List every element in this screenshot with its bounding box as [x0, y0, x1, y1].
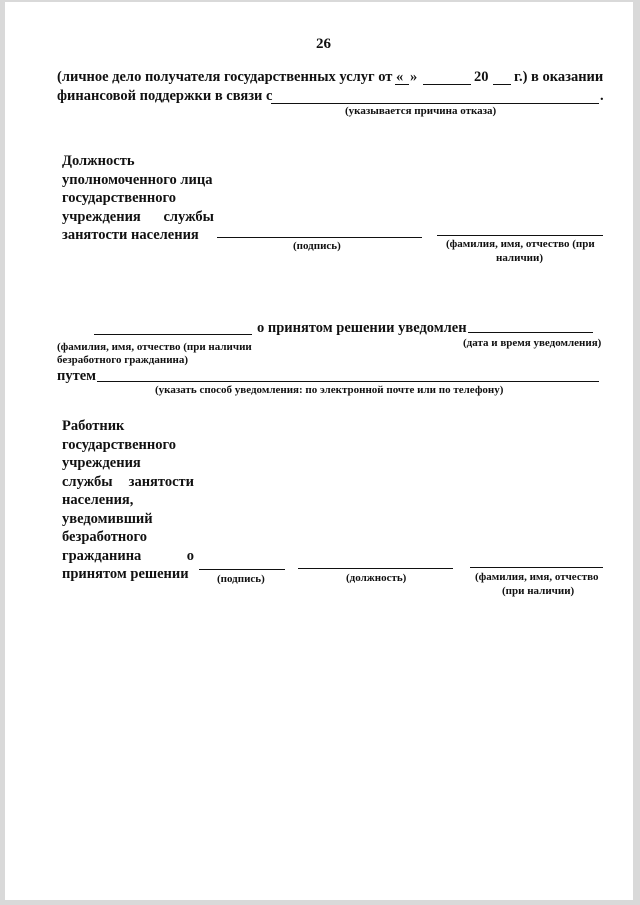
- notified-fio-caption-2: безработного гражданина): [57, 354, 189, 366]
- worker-line-8: [62, 547, 194, 566]
- day-blank: [395, 84, 409, 85]
- notified-fio-blank: [94, 334, 252, 335]
- official-line-5: занятости населения: [62, 227, 199, 243]
- worker-line-8-right: о: [186, 547, 194, 564]
- worker-line-9: принятом решении: [62, 566, 189, 582]
- worker-fio-caption-1: (фамилия, имя, отчество: [475, 571, 599, 583]
- reason-caption: (указывается причина отказа): [345, 105, 497, 117]
- worker-line-8-left: гражданина: [62, 547, 142, 564]
- official-signature-caption: (подпись): [293, 240, 341, 252]
- worker-line-5: населения,: [62, 492, 134, 508]
- worker-line-7: безработного: [62, 529, 147, 545]
- header-line1-suffix: г.) в оказании: [514, 69, 604, 85]
- official-line-4-right: службы: [163, 208, 214, 225]
- worker-signature-blank: [199, 569, 285, 570]
- official-line-4: [62, 208, 214, 227]
- document-page: [5, 2, 633, 900]
- official-line-3: государственного: [62, 190, 176, 206]
- notification-datetime-blank: [468, 332, 593, 333]
- official-line-2: уполномоченного лица: [62, 171, 213, 188]
- worker-line-6: уведомивший: [62, 510, 153, 527]
- method-blank: [97, 381, 599, 382]
- notified-fio-caption-1: (фамилия, имя, отчество (при наличии: [57, 341, 252, 353]
- worker-line-4: [62, 473, 194, 492]
- official-line-4-left: учреждения: [62, 208, 141, 225]
- header-line1-prefix: (личное дело получателя государственных услуг от «: [57, 69, 404, 85]
- header-year: 20: [474, 69, 489, 85]
- header-quote-close: »: [410, 69, 418, 85]
- reason-blank: [271, 103, 599, 104]
- worker-position-caption: (должность): [346, 572, 407, 584]
- worker-line-4-left: службы: [62, 473, 113, 490]
- official-line-1: Должность: [62, 153, 135, 169]
- notification-datetime-caption: (дата и время уведомления): [463, 337, 602, 349]
- official-fio-caption-2: наличии): [496, 252, 543, 264]
- month-blank: [423, 84, 471, 85]
- official-fio-blank: [437, 235, 603, 236]
- header-line2: финансовой поддержки в связи с: [57, 88, 273, 104]
- worker-label: [62, 417, 194, 584]
- official-signature-blank: [217, 237, 422, 238]
- page-number: 26: [316, 36, 331, 52]
- worker-position-blank: [298, 568, 453, 569]
- worker-line-4-right: занятости: [128, 473, 194, 490]
- worker-signature-caption: (подпись): [217, 573, 265, 585]
- method-label: путем: [57, 368, 97, 384]
- worker-fio-blank: [470, 567, 603, 568]
- official-fio-caption-1: (фамилия, имя, отчество (при: [446, 238, 595, 250]
- notification-text: о принятом решении уведомлен: [257, 320, 467, 336]
- method-caption: (указать способ уведомления: по электронной почте или по телефону): [155, 384, 504, 396]
- worker-line-3: учреждения: [62, 455, 141, 471]
- worker-line-1: Работник: [62, 418, 125, 434]
- worker-fio-caption-2: (при наличии): [502, 585, 575, 597]
- header-line2-end: .: [600, 88, 604, 104]
- official-label: [62, 152, 214, 245]
- worker-line-2: государственного: [62, 436, 176, 453]
- year-blank: [493, 84, 511, 85]
